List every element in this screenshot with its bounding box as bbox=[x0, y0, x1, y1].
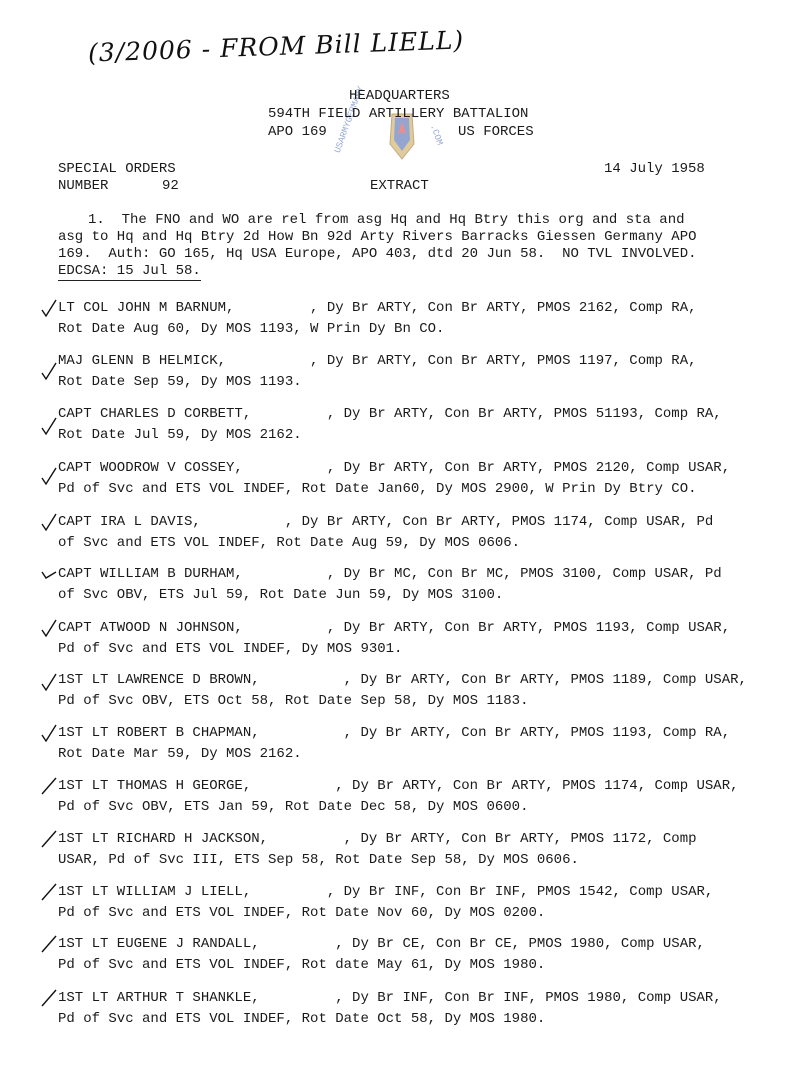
entry-line: Rot Date Sep 59, Dy MOS 1193. bbox=[58, 374, 302, 390]
paragraph-line: asg to Hq and Hq Btry 2d How Bn 92d Arty Rivers Barracks Giessen Germany APO bbox=[58, 229, 697, 245]
entry-line: of Svc and ETS VOL INDEF, Rot Date Aug 59, Dy MOS 0606. bbox=[58, 535, 521, 551]
officer-entry bbox=[58, 512, 798, 554]
entry-line: Pd of Svc and ETS VOL INDEF, Dy MOS 9301. bbox=[58, 641, 403, 657]
entry-line: LT COL JOHN M BARNUM, , Dy Br ARTY, Con Br ARTY, PMOS 2162, Comp RA, bbox=[58, 300, 697, 316]
check-mark-icon bbox=[41, 831, 57, 851]
check-mark-icon bbox=[41, 884, 57, 904]
officer-entry bbox=[58, 670, 798, 712]
entry-line: 1ST LT ARTHUR T SHANKLE, , Dy Br INF, Con Br INF, PMOS 1980, Comp USAR, bbox=[58, 990, 722, 1006]
officer-entry bbox=[58, 882, 798, 924]
entry-line: 1ST LT EUGENE J RANDALL, , Dy Br CE, Con Br CE, PMOS 1980, Comp USAR, bbox=[58, 936, 705, 952]
entry-line: Pd of Svc and ETS VOL INDEF, Rot Date Oct 58, Dy MOS 1980. bbox=[58, 1011, 546, 1027]
check-mark-icon bbox=[41, 990, 57, 1010]
entry-line: CAPT WOODROW V COSSEY, , Dy Br ARTY, Con Br ARTY, PMOS 2120, Comp USAR, bbox=[58, 460, 731, 476]
entry-line: 1ST LT RICHARD H JACKSON, , Dy Br ARTY, Con Br ARTY, PMOS 1172, Comp bbox=[58, 831, 697, 847]
officer-entry bbox=[58, 829, 798, 871]
entry-line: Rot Date Mar 59, Dy MOS 2162. bbox=[58, 746, 302, 762]
orders-number: 92 bbox=[162, 178, 179, 194]
orders-extract: EXTRACT bbox=[370, 178, 429, 194]
entry-line: CAPT WILLIAM B DURHAM, , Dy Br MC, Con Br MC, PMOS 3100, Comp USAR, Pd bbox=[58, 566, 722, 582]
check-mark-icon bbox=[41, 300, 57, 320]
check-mark-icon bbox=[41, 468, 57, 488]
entry-line: Rot Date Jul 59, Dy MOS 2162. bbox=[58, 427, 302, 443]
check-mark-icon bbox=[41, 514, 57, 534]
entry-line: Pd of Svc and ETS VOL INDEF, Rot Date Nov 60, Dy MOS 0200. bbox=[58, 905, 546, 921]
entry-line: Pd of Svc and ETS VOL INDEF, Rot Date Jan60, Dy MOS 2900, W Prin Dy Btry CO. bbox=[58, 481, 697, 497]
officer-entry bbox=[58, 934, 798, 976]
officer-entry bbox=[58, 618, 798, 660]
paragraph-line: 169. Auth: GO 165, Hq USA Europe, APO 403, dtd 20 Jun 58. NO TVL INVOLVED. bbox=[58, 246, 697, 262]
entry-line: 1ST LT WILLIAM J LIELL, , Dy Br INF, Con Br INF, PMOS 1542, Comp USAR, bbox=[58, 884, 714, 900]
entry-line: 1ST LT ROBERT B CHAPMAN, , Dy Br ARTY, Con Br ARTY, PMOS 1193, Comp RA, bbox=[58, 725, 731, 741]
check-mark-icon bbox=[41, 418, 57, 438]
entry-line: CAPT CHARLES D CORBETT, , Dy Br ARTY, Con Br ARTY, PMOS 51193, Comp RA, bbox=[58, 406, 722, 422]
header-apo: APO 169 bbox=[268, 124, 327, 140]
officer-entry bbox=[58, 723, 798, 765]
orders-type: SPECIAL ORDERS bbox=[58, 161, 176, 177]
check-mark-icon bbox=[41, 936, 57, 956]
entry-line: Pd of Svc OBV, ETS Jan 59, Rot Date Dec 58, Dy MOS 0600. bbox=[58, 799, 529, 815]
officer-entry bbox=[58, 564, 798, 606]
officer-entry bbox=[58, 351, 798, 393]
watermark-right-text: .COM bbox=[427, 123, 445, 147]
entry-line: 1ST LT THOMAS H GEORGE, , Dy Br ARTY, Con Br ARTY, PMOS 1174, Comp USAR, bbox=[58, 778, 739, 794]
check-mark-icon bbox=[41, 674, 57, 694]
orders-number-label: NUMBER bbox=[58, 178, 109, 194]
paragraph-line: 1. The FNO and WO are rel from asg Hq and Hq Btry this org and sta and bbox=[88, 212, 685, 228]
header-forces: US FORCES bbox=[458, 124, 534, 140]
handwritten-note: (3/2006 - FROM Bill LIELL) bbox=[87, 25, 465, 68]
entry-line: CAPT ATWOOD N JOHNSON, , Dy Br ARTY, Con Br ARTY, PMOS 1193, Comp USAR, bbox=[58, 620, 731, 636]
officer-entry bbox=[58, 776, 798, 818]
entry-line: CAPT IRA L DAVIS, , Dy Br ARTY, Con Br ARTY, PMOS 1174, Comp USAR, Pd bbox=[58, 514, 714, 530]
entry-line: 1ST LT LAWRENCE D BROWN, , Dy Br ARTY, Con Br ARTY, PMOS 1189, Comp USAR, bbox=[58, 672, 747, 688]
check-mark-icon bbox=[41, 566, 57, 586]
header-title: HEADQUARTERS bbox=[349, 88, 450, 104]
watermark-left-text: USARMYGERMANY bbox=[332, 85, 367, 155]
orders-date: 14 July 1958 bbox=[604, 161, 705, 177]
officer-entry bbox=[58, 404, 798, 446]
header-battalion: 594TH FIELD ARTILLERY BATTALION bbox=[268, 106, 529, 122]
check-mark-icon bbox=[41, 363, 57, 383]
edcsa-date: EDCSA: 15 Jul 58. bbox=[58, 263, 201, 279]
order-paragraph bbox=[58, 212, 778, 280]
officer-entry bbox=[58, 298, 798, 340]
entry-line: USAR, Pd of Svc III, ETS Sep 58, Rot Date Sep 58, Dy MOS 0606. bbox=[58, 852, 579, 868]
entry-line: Pd of Svc and ETS VOL INDEF, Rot date May 61, Dy MOS 1980. bbox=[58, 957, 546, 973]
check-mark-icon bbox=[41, 620, 57, 640]
check-mark-icon bbox=[41, 778, 57, 798]
entry-line: Rot Date Aug 60, Dy MOS 1193, W Prin Dy Bn CO. bbox=[58, 321, 445, 337]
officer-entry bbox=[58, 988, 798, 1030]
officer-entry bbox=[58, 458, 798, 500]
entry-line: MAJ GLENN B HELMICK, , Dy Br ARTY, Con Br ARTY, PMOS 1197, Comp RA, bbox=[58, 353, 697, 369]
entry-line: Pd of Svc OBV, ETS Oct 58, Rot Date Sep 58, Dy MOS 1183. bbox=[58, 693, 529, 709]
check-mark-icon bbox=[41, 725, 57, 745]
entry-line: of Svc OBV, ETS Jul 59, Rot Date Jun 59, Dy MOS 3100. bbox=[58, 587, 504, 603]
